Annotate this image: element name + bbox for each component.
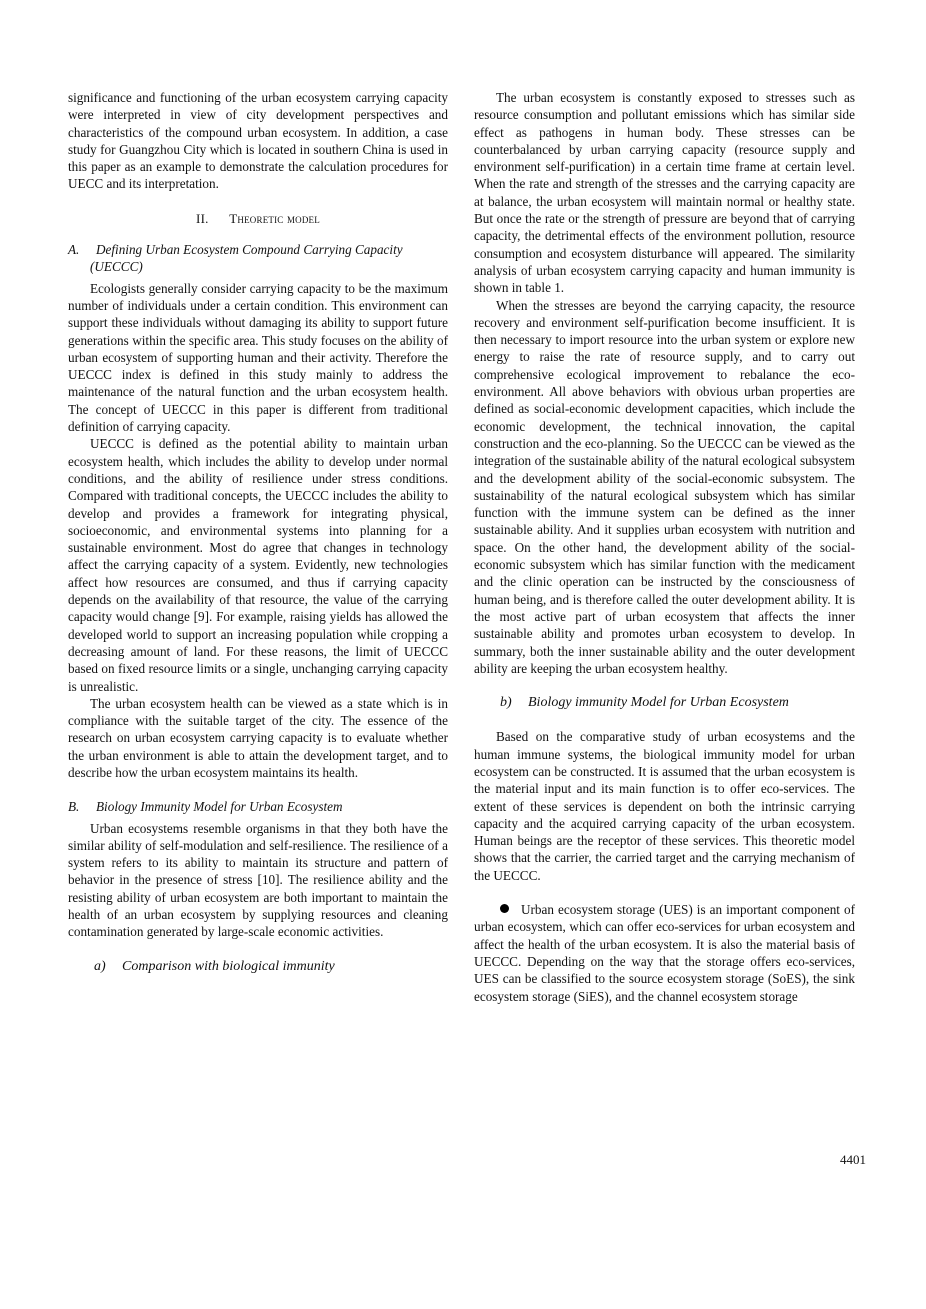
paragraph-a2: UECCC is defined as the potential ability to maintain urban ecosystem health, which includes the ability to develop under normal conditions, and the ability of resilience under stress conditions. Compared with traditional concepts, the UECCC includes the ability to develop and provides a framework for integrating physical, socioeconomic, and environmental systems into planning for a sustainable environment. Most do agree that changes in technology affect the carrying capacity of a system. Evidently, new technologies affect how resources are consumed, and thus if carrying capacity depends on the availability of that resource, the value of the carrying capacity would change [9]. For example, raising yields has allowed the developed world to support an increasing population while cropping a decreasing amount of land. For these reasons, the limit of UECCC based on fixed resource limits or a single, unchanging carrying capacity is unrealistic. — [68, 436, 448, 694]
right-column — [474, 89, 855, 1005]
section-title: Theoretic model — [229, 210, 320, 226]
paragraph-r3: Based on the comparative study of urban ecosystems and the human immune systems, the biological immunity model for urban ecosystem can be constructed. It is assumed that the urban ecosystem is the material input and its main function is to offer eco-services. The extent of these services is dependent on both the intrinsic carrying capacity and the acquired carrying capacity of the urban ecosystem. Human beings are the receptor of these services. This theoretic model shows that the carrier, the carried target and the carrying mechanism of the UECCC. — [474, 729, 855, 883]
paragraph-r2: When the stresses are beyond the carrying capacity, the resource recovery and environment self-purification become insufficient. It is then necessary to import resource into the urban system or explore new energy to raise the rate of resource supply, and to carry out comprehensive ecological improvement to rebalance the eco-environment. All above behaviors with obvious urban properties are defined as social-economic development capacities, which include the economic development, the technical innovation, the capital construction and the eco-planning. So the UECCC can be viewed as the integration of the sustainable ability of the natural ecological subsystem and the development ability of the social-economic subsystem. The sustainability of the natural ecological subsystem which has similar function with the immune system can be defined as the inner sustainable ability. And it supplies urban ecosystem with nutrition and space. On the other hand, the development ability of the social-economic subsystem which has similar function with the medicament and the clinic operation can be instructed by the consciousness of human being, and is therefore called the outer development ability. It is the most active part of urban ecosystem that affects the inner sustainable ability and promotes urban ecosystem to develop. In summary, both the inner sustainable ability and the outer development ability are keeping the urban ecosystem healthy. — [474, 297, 855, 676]
subsubsection-a-title: Comparison with biological immunity — [122, 958, 335, 974]
section-heading — [68, 210, 448, 227]
subsubsection-b-title: Biology immunity Model for Urban Ecosystem — [528, 695, 789, 711]
bullet-text: Urban ecosystem storage (UES) is an important component of urban ecosystem, which can offer eco-services for urban ecosystem and affect the health of the urban ecosystem. It is also the material basis of UECCC. Depending on the way that the storage offers eco-services, UES can be classified to the source ecosystem storage (SoES), the sink ecosystem storage (SiES), and the channel ecosystem storage — [474, 902, 855, 1004]
subsection-a-heading — [68, 241, 448, 276]
subsubsection-b-heading — [474, 694, 855, 711]
subsection-a-label: A. — [68, 242, 80, 258]
bullet-paragraph — [474, 901, 855, 1005]
subsection-a-title: Defining Urban Ecosystem Compound Carrying Capacity (UECCC) — [90, 242, 403, 275]
subsection-b-title: Biology Immunity Model for Urban Ecosystem — [96, 799, 343, 815]
subsubsection-b-label: b) — [500, 695, 512, 711]
paragraph-a1: Ecologists generally consider carrying capacity to be the maximum number of individuals under a certain condition. This environment can support these individuals without damaging its ability to support future generations within the specific area. This study focuses on the ability of urban ecosystem of supporting human and their activity. Therefore the UECCC index is defined in this study mainly to address the maintenance of the natural function and the urban ecosystem health. The concept of UECCC in this paper is different from traditional definition of carrying capacity. — [68, 280, 448, 435]
left-column — [68, 89, 448, 975]
paragraph-r1: The urban ecosystem is constantly exposed to stresses such as resource consumption and pollutant emissions which has similar side effect as pathogens in human body. These stresses can be counterbalanced by urban carrying capacity (resource supply and environment self-purification) in a certain time frame at certain level. When the rate and strength of the stresses and the carrying capacity are at balance, the urban ecosystem will maintain normal or healthy state. But once the rate or the strength of pressure are beyond that of carrying capacity, the detrimental effects of the environment pollution, resource consumption and ecosystem disturbance will appeared. The similarity analysis of urban ecosystem carrying capacity and human immunity is shown in table 1. — [474, 90, 855, 296]
subsubsection-a-heading — [68, 958, 448, 975]
subsection-b-label: B. — [68, 799, 80, 815]
paragraph-a3: The urban ecosystem health can be viewed as a state which is in compliance with the suitable target of the city. The essence of the research on urban ecosystem carrying capacity is to evaluate whether the urban environment is able to attain the development target, and to describe how the urban ecosystem maintains its health. — [68, 695, 448, 780]
subsection-b-heading — [68, 798, 448, 815]
intro-paragraph: significance and functioning of the urban ecosystem carrying capacity were interpreted in view of city development perspectives and characteristics of the compound urban ecosystem. In addition, a case study for Guangzhou City which is located in southern China is used in this paper as an example to demonstrate the calculation procedures for UECC and its interpretation. — [68, 90, 448, 192]
paragraph-b1: Urban ecosystems resemble organisms in that they both have the similar ability of self-modulation and self-resilience. The resilience of a system refers to its ability to maintain its structure and pattern of behavior in the presence of stress [10]. The resilience ability and the resisting ability of urban ecosystem are both important to maintain the health of an urban ecosystem by supplying resources and cleaning contamination generated by large-scale economic activities. — [68, 820, 448, 940]
subsubsection-a-label: a) — [94, 958, 106, 974]
bullet-icon — [500, 904, 509, 913]
section-number: II. — [196, 210, 209, 226]
page-number: 4401 — [840, 1152, 866, 1167]
